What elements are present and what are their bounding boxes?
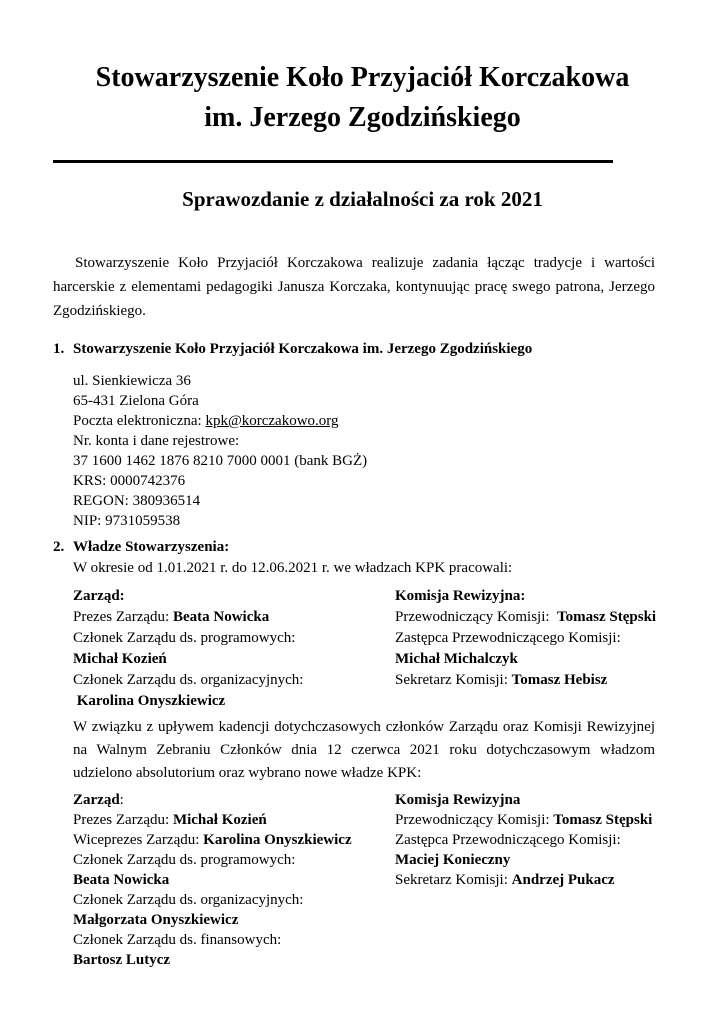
board2-komisja-column xyxy=(395,790,655,970)
address-city: 65-431 Zielona Góra xyxy=(73,393,199,409)
board2-zarzad-column xyxy=(73,790,395,970)
board-line xyxy=(73,790,395,810)
board-line-name: Karolina Onyszkiewicz xyxy=(203,832,352,848)
intro-paragraph: Stowarzyszenie Koło Przyjaciół Korczakowa realizuje zadania łącząc tradycje i wartości harcerskie z elementami pedagogiki Janusza Korczaka, kontynuując pracę swego patrona, Jerzego Zgodzińskiego. xyxy=(53,255,655,319)
board-line-name: Zarząd: xyxy=(73,588,125,604)
board-line xyxy=(73,890,395,910)
section1-heading xyxy=(53,338,655,360)
board-line-label: Członek Zarządu ds. organizacyjnych: xyxy=(73,892,304,908)
board-line-name: Zarząd xyxy=(73,792,120,808)
board-line xyxy=(73,691,395,712)
board-line xyxy=(73,930,395,950)
address-street: ul. Sienkiewicza 36 xyxy=(73,373,191,389)
board-line xyxy=(395,628,655,649)
board-line xyxy=(395,870,655,890)
board-line xyxy=(73,870,395,890)
board-line xyxy=(73,910,395,930)
board1-zarzad-column xyxy=(73,586,395,712)
board-line-name: Maciej Konieczny xyxy=(395,852,511,868)
board-line-name: Tomasz Hebisz xyxy=(511,672,608,688)
board-line xyxy=(395,670,655,691)
board-line xyxy=(73,830,395,850)
board-line xyxy=(73,628,395,649)
board-line-label: Sekretarz Komisji: xyxy=(395,672,512,688)
board-line xyxy=(73,810,395,830)
board-line xyxy=(73,586,395,607)
board-listing-2 xyxy=(73,790,655,970)
board-line-label: Zastępca Przewodniczącego Komisji: xyxy=(395,832,621,848)
address-registry-label: Nr. konta i dane rejestrowe: xyxy=(73,433,240,449)
section1-heading-text: Stowarzyszenie Koło Przyjaciół Korczakowa im. Jerzego Zgodzińskiego xyxy=(73,341,533,357)
board-line xyxy=(395,850,655,870)
board-line xyxy=(395,586,655,607)
section2-heading xyxy=(53,537,655,558)
board-line-name: Beata Nowicka xyxy=(73,872,170,888)
section1-number: 1. xyxy=(53,341,65,357)
board-line-label: Członek Zarządu ds. finansowych: xyxy=(73,932,282,948)
board-line xyxy=(395,810,655,830)
board-line-name: Komisja Rewizyjna xyxy=(395,792,521,808)
board-line-name: Tomasz Stępski xyxy=(557,609,657,625)
address-bank-account: 37 1600 1462 1876 8210 7000 0001 (bank BGŻ) xyxy=(73,453,368,469)
board-line xyxy=(395,830,655,850)
board-line-label: Przewodniczący Komisji: xyxy=(395,812,554,828)
board-line-label: Sekretarz Komisji: xyxy=(395,872,512,888)
address-email-line xyxy=(73,411,655,431)
board-line-name: Karolina Onyszkiewicz xyxy=(73,693,226,709)
report-subtitle: Sprawozdanie z działalności za rok 2021 xyxy=(182,187,543,211)
title-line1: Stowarzyszenie Koło Przyjaciół Korczakowa xyxy=(95,62,630,93)
board-line-name: Małgorzata Onyszkiewicz xyxy=(73,912,239,928)
board-line-label: Członek Zarządu ds. programowych: xyxy=(73,852,296,868)
horizontal-rule xyxy=(53,160,613,163)
address-block xyxy=(73,371,655,531)
title-line2: im. Jerzego Zgodzińskiego xyxy=(204,102,521,133)
section2-heading-text: Władze Stowarzyszenia: xyxy=(73,539,230,555)
board-line-name: Michał Michalczyk xyxy=(395,651,518,667)
board-line-name: Bartosz Lutycz xyxy=(73,952,171,968)
address-regon: REGON: 380936514 xyxy=(73,493,201,509)
board-line-name: Michał Kozień xyxy=(73,651,167,667)
address-nip: NIP: 9731059538 xyxy=(73,513,181,529)
board-line xyxy=(73,670,395,691)
board-line-name: Komisja Rewizyjna: xyxy=(395,588,526,604)
board-line xyxy=(73,607,395,628)
email-link[interactable]: kpk@korczakowo.org xyxy=(205,413,339,429)
page-title xyxy=(0,58,725,138)
board-line-label: Prezes Zarządu: xyxy=(73,609,173,625)
board-line-label: Prezes Zarządu: xyxy=(73,812,173,828)
board-line xyxy=(395,607,655,628)
board-line-suffix: : xyxy=(119,792,124,808)
board-line-label: Członek Zarządu ds. organizacyjnych: xyxy=(73,672,304,688)
board-line xyxy=(73,649,395,670)
election-paragraph: W związku z upływem kadencji dotychczasowych członków Zarządu oraz Komisji Rewizyjnej na Walnym Zebraniu Członków dnia 12 czerwca 2021 roku dotychczasowym władzom udzielono absolutorium oraz wybrano nowe władze KPK: xyxy=(73,719,655,781)
board-line-name: Tomasz Stępski xyxy=(553,812,653,828)
board-line-label: Członek Zarządu ds. programowych: xyxy=(73,630,296,646)
term-period-line: W okresie od 1.01.2021 r. do 12.06.2021 r. we władzach KPK pracowali: xyxy=(73,560,513,576)
board-line-label: Zastępca Przewodniczącego Komisji: xyxy=(395,630,621,646)
document-header xyxy=(0,58,725,138)
board-line-name: Andrzej Pukacz xyxy=(511,872,615,888)
section2-number: 2. xyxy=(53,539,65,555)
board-line-label: Wiceprezes Zarządu: xyxy=(73,832,204,848)
board-line-name: Michał Kozień xyxy=(172,812,267,828)
board-line xyxy=(73,850,395,870)
board-listing-1 xyxy=(73,586,655,712)
address-krs: KRS: 0000742376 xyxy=(73,473,186,489)
board-line-label: Przewodniczący Komisji: xyxy=(395,609,558,625)
board-line-name: Beata Nowicka xyxy=(172,609,270,625)
board-line xyxy=(395,649,655,670)
board1-komisja-column xyxy=(395,586,655,712)
board-line xyxy=(73,950,395,970)
email-label: Poczta elektroniczna: xyxy=(73,413,206,429)
board-line xyxy=(395,790,655,810)
